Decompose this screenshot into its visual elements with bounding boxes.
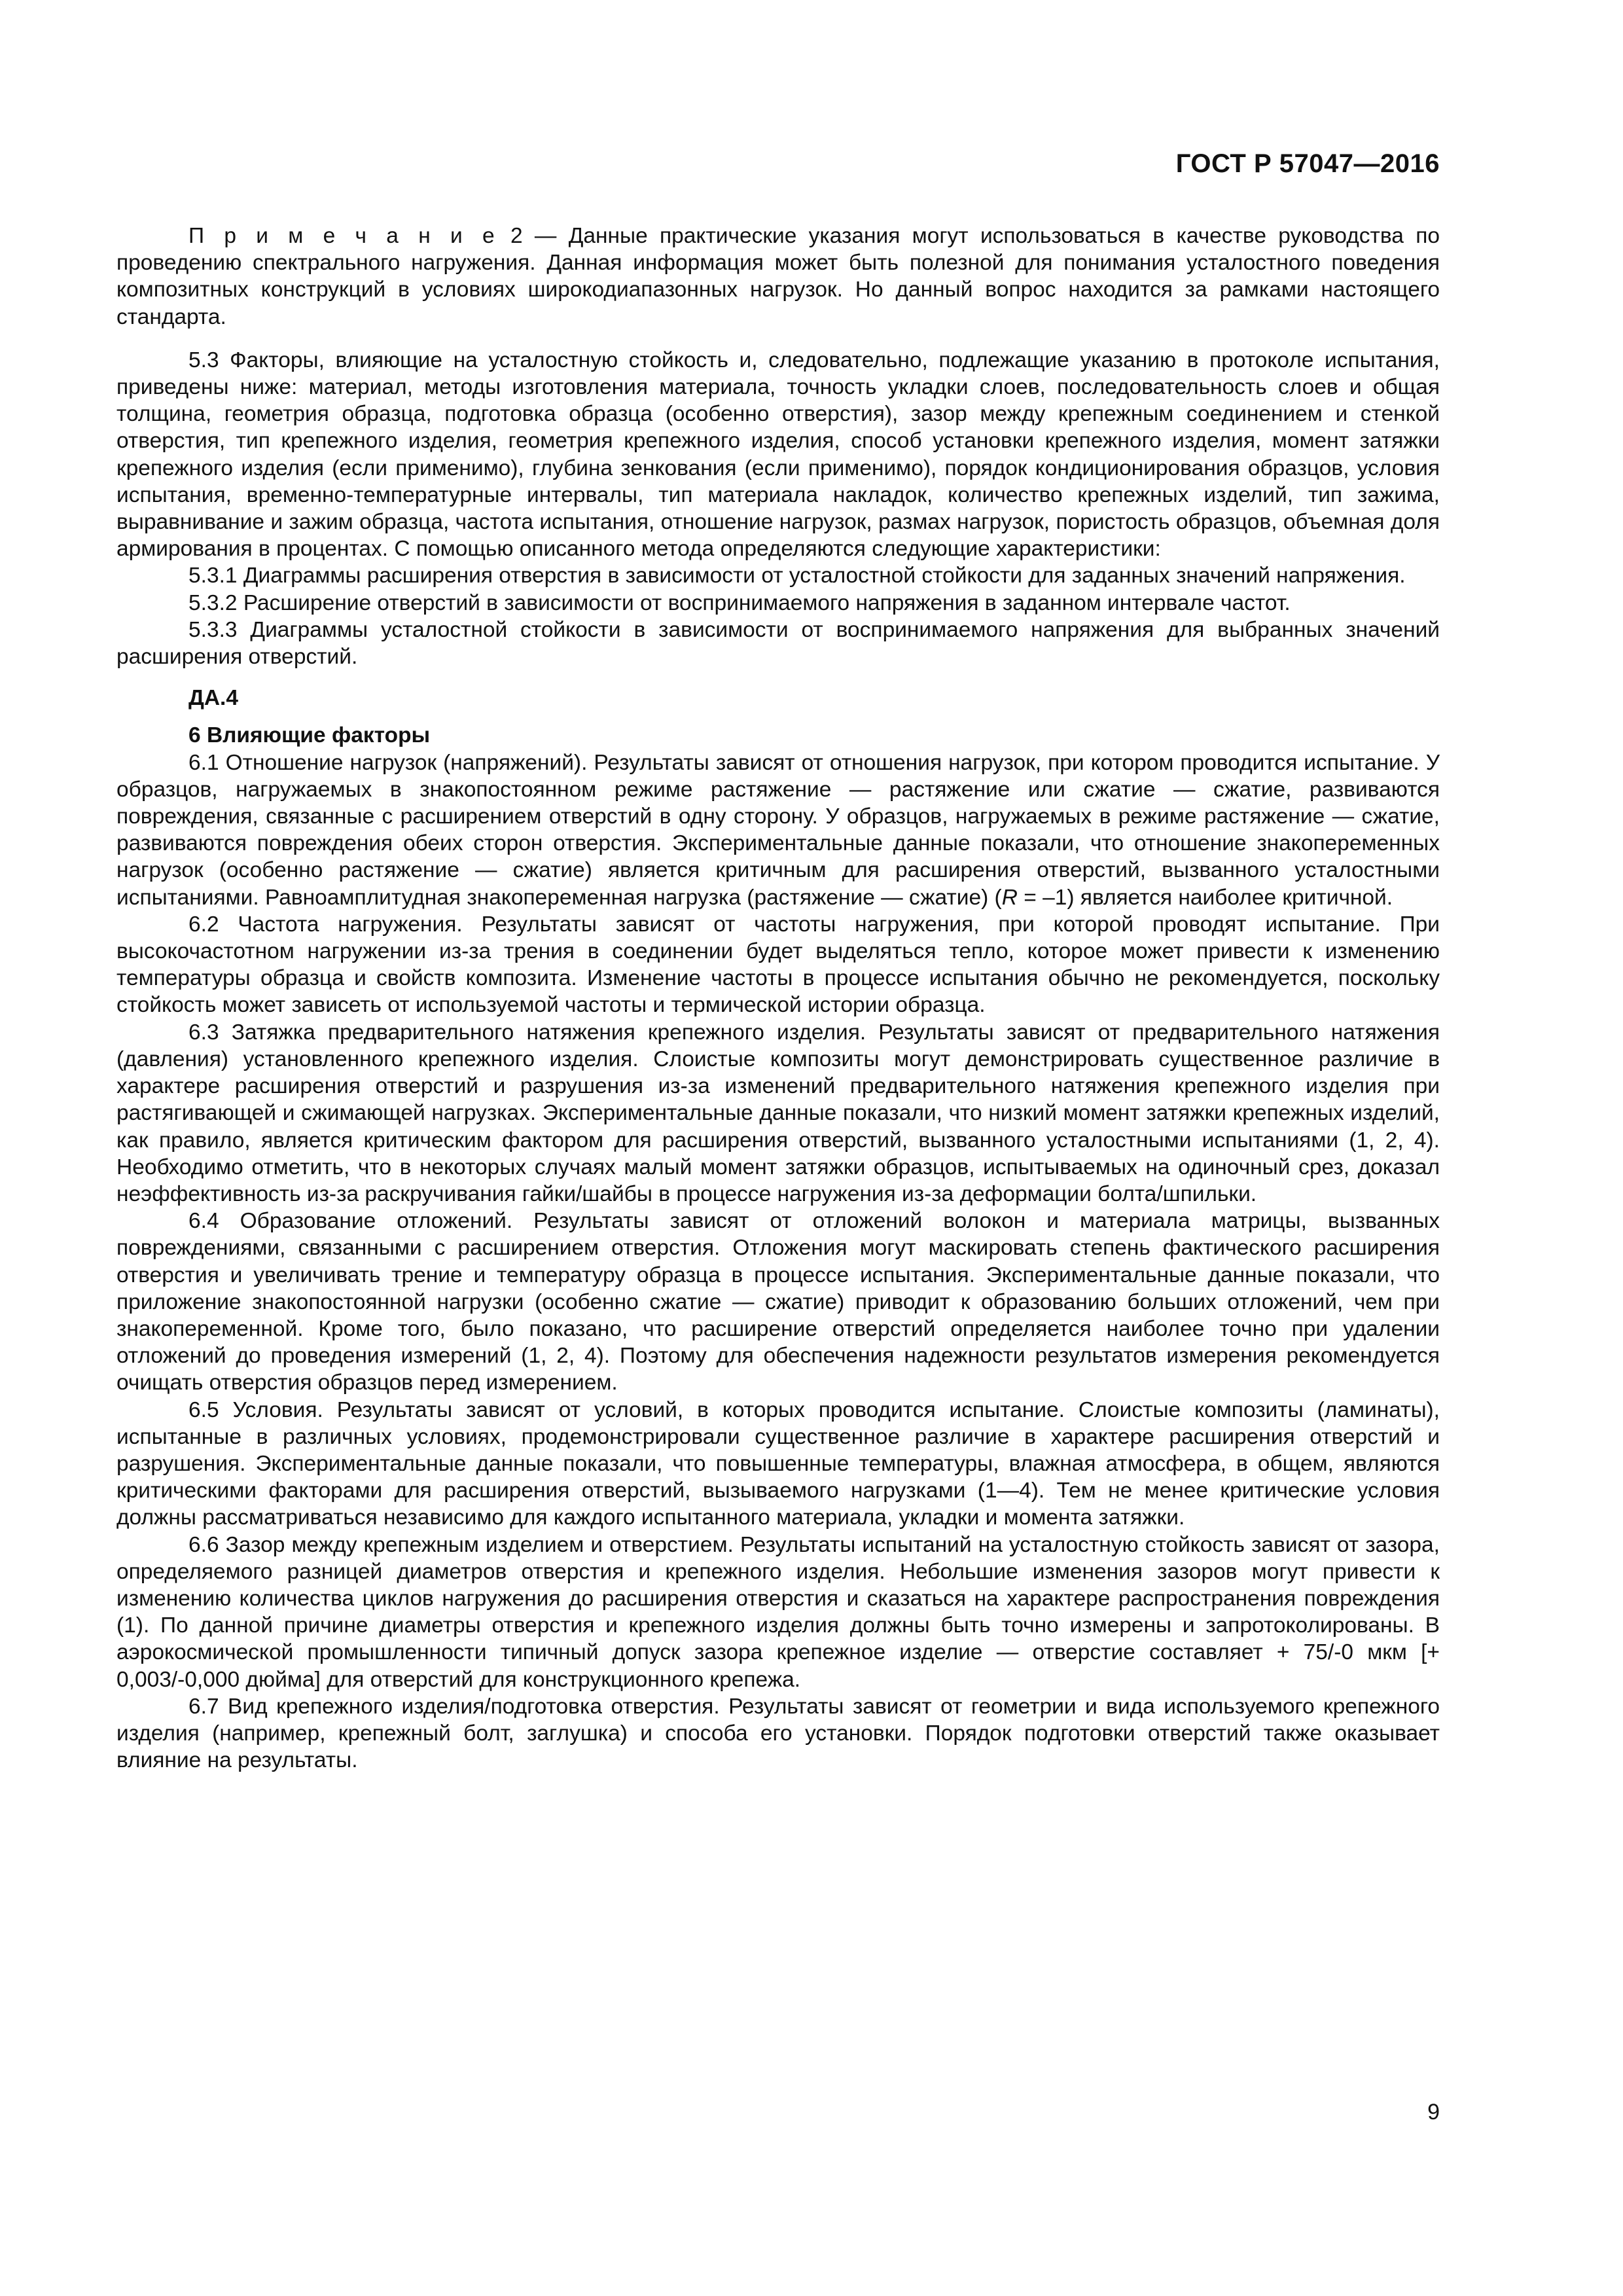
- paragraph-5-3-3: 5.3.3 Диаграммы усталостной стойкости в зависимости от воспринимаемого напряжения для выбранных значений расширения отверстий.: [116, 617, 1440, 670]
- paragraph-6-3: 6.3 Затяжка предварительного натяжения крепежного изделия. Результаты зависят от предварительного натяжения (давления) установленного крепежного изделия. Слоистые композиты могут демонстрировать существенное различие в характере расширения отверстий и разрушения из-за изменений предварительного натяжения крепежного изделия при растягивающей и сжимающей нагрузках. Экспериментальные данные показали, что низкий момент затяжки крепежных изделий, как правило, является критическим фактором для расширения отверстий, вызванного усталостными испытаниями (1, 2, 4). Необходимо отметить, что в некоторых случаях малый момент затяжки образцов, испытываемых на одиночный срез, доказал неэффективность из-за раскручивания гайки/шайбы в процессе нагружения из-за деформации болта/шпильки.: [116, 1020, 1440, 1206]
- document-body: [116, 223, 1440, 1774]
- paragraph-6-1: [116, 749, 1440, 911]
- annex-heading: ДА.4: [188, 686, 238, 711]
- paragraph-6-6: 6.6 Зазор между крепежным изделием и отверстием. Результаты испытаний на усталостную стойкость зависят от зазора, определяемого разницей диаметров отверстия и крепежного изделия. Небольшие изменения зазоров могут привести к изменению количества циклов нагружения до расширения отверстия и сказаться на характере распространения повреждения (1). По данной причине диаметры отверстия и крепежного изделия должны быть точно измерены и запротоколированы. В аэрокосмической промышленности типичный допуск зазора крепежное изделие — отверстие составляет + 75/-0 мкм [+ 0,003/-0,000 дюйма] для отверстий для конструкционного крепежа.: [116, 1532, 1440, 1692]
- paragraph-6-2: 6.2 Частота нагружения. Результаты зависят от частоты нагружения, при которой проводят испытание. При высокочастотном нагружении из-за трения в соединении будет выделяться тепло, которое может привести к изменению температуры образца и свойств композита. Изменение частоты в процессе испытания обычно не рекомендуется, поскольку стойкость может зависеть от используемой частоты и термической истории образца.: [116, 912, 1440, 1018]
- paragraph-6-4: 6.4 Образование отложений. Результаты зависят от отложений волокон и материала матрицы, вызванных повреждениями, связанными с расширением отверстия. Отложения могут маскировать степень фактического расширения отверстия и увеличивать трение и температуру образца в процессе испытания. Экспериментальные данные показали, что приложение знакопостоянной нагрузки (особенно сжатие — сжатие) приводит к образованию больших отложений, чем при знакопеременной. Кроме того, было показано, что расширение отверстий определяется наиболее точно при удалении отложений до проведения измерений (1, 2, 4). Поэтому для обеспечения надежности результатов измерения рекомендуется очищать отверстия образцов перед измерением.: [116, 1209, 1440, 1395]
- note-paragraph: [116, 223, 1440, 331]
- paragraph-5-3: 5.3 Факторы, влияющие на усталостную стойкость и, следовательно, подлежащие указанию в протоколе испытания, приведены ниже: материал, методы изготовления материала, точность укладки слоев, последовательность слоев и общая толщина, геометрия образца, подготовка образца (особенно отверстия), зазор между крепежным соединением и стенкой отверстия, тип крепежного изделия, геометрия крепежного изделия, способ установки крепежного изделия, момент затяжки крепежного изделия (если применимо), глубина зенкования (если применимо), порядок кондиционирования образцов, условия испытания, временно-температурные интервалы, тип материала накладок, количество крепежных изделий, тип зажима, выравнивание и зажим образца, частота испытания, отношение нагрузок, размах нагрузок, пористость образцов, объемная доля армирования в процентах. С помощью описанного метода определяются следующие характеристики:: [116, 348, 1440, 562]
- document-page: [116, 0, 1440, 2296]
- section-6-title: 6 Влияющие факторы: [188, 723, 431, 748]
- paragraph-5-3-1: 5.3.1 Диаграммы расширения отверстия в зависимости от усталостной стойкости для заданных значений напряжения.: [188, 564, 1406, 588]
- paragraph-6-1-text: 6.1 Отношение нагрузок (напряжений). Результаты зависят от отношения нагрузок, при котором проводится испытание. У образцов, нагружаемых в знакопостоянном режиме растяжение — растяжение или сжатие — сжатие, развиваются повреждения, связанные с расширением отверстий в одну сторону. У образцов, нагружаемых в режиме растяжение — сжатие, развиваются повреждения обеих сторон отверстия. Экспериментальные данные показали, что отношение знакопеременных нагрузок (особенно растяжение — сжатие) является критичным для расширения отверстий, вызванного усталостными испытаниями. Равноамплитудная знакопеременная нагрузка (растяжение — сжатие) (: [116, 750, 1440, 910]
- page-number: 9: [1427, 2100, 1440, 2125]
- paragraph-6-5: 6.5 Условия. Результаты зависят от условий, в которых проводится испытание. Слоистые композиты (ламинаты), испытанные в различных условиях, продемонстрировали существенное различие в характере расширения отверстий и разрушения. Экспериментальные данные показали, что повышенные температуры, влажная атмосфера, в общем, являются критическими факторами для расширения отверстий, вызываемого нагрузками (1—4). Тем не менее критические условия должны рассматриваться независимо для каждого испытанного материала, укладки и момента затяжки.: [116, 1397, 1440, 1530]
- note-label: П р и м е ч а н и е: [188, 224, 499, 248]
- paragraph-5-3-2: 5.3.2 Расширение отверстий в зависимости от воспринимаемого напряжения в заданном интервале частот.: [188, 590, 1291, 615]
- document-designation: ГОСТ Р 57047—2016: [1175, 149, 1440, 178]
- paragraph-6-1-end: = –1) является наиболее критичной.: [1017, 885, 1393, 910]
- paragraph-6-7: 6.7 Вид крепежного изделия/подготовка отверстия. Результаты зависят от геометрии и вида используемого крепежного изделия (например, крепежный болт, заглушка) и способа его установки. Порядок подготовки отверстий также оказывает влияние на результаты.: [116, 1694, 1440, 1773]
- note-text: 2 — Данные практические указания могут использоваться в качестве руководства по проведению спектрального нагружения. Данная информация может быть полезной для понимания усталостного поведения композитных конструкций в условиях широкодиапазонных нагрузок. Но данный вопрос находится за рамками настоящего стандарта.: [116, 224, 1440, 329]
- ratio-symbol: R: [1001, 885, 1018, 910]
